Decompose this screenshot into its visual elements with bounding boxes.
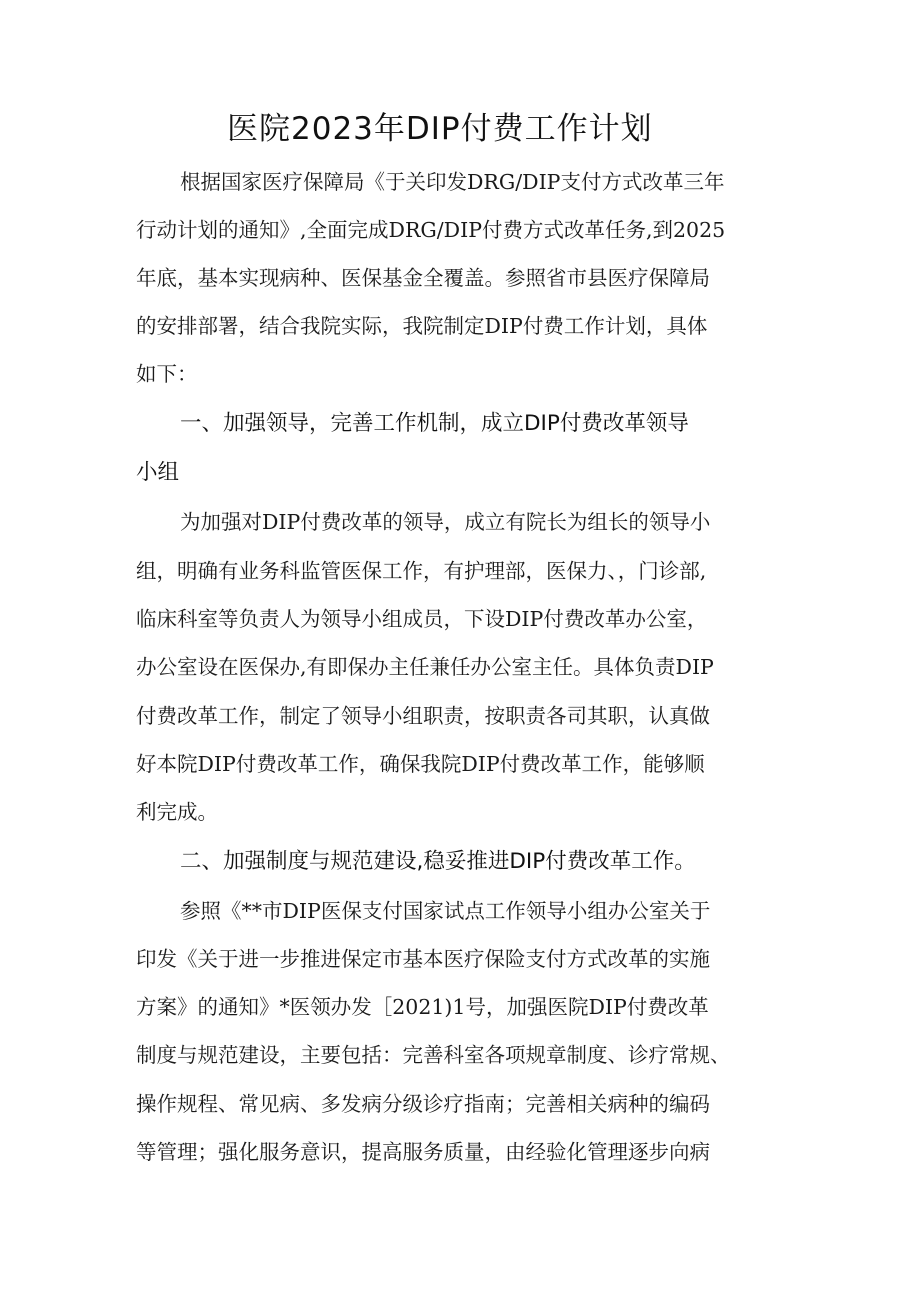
section2-heading-line-1: 二、加强制度与规范建设,稳妥推进DIP付费改革工作。 bbox=[180, 849, 696, 874]
intro-line-5: 如下： bbox=[136, 362, 198, 386]
section2-body-line-3: 方案》的通知》*医领办发［2021)1号，加强医院DIP付费改革 bbox=[136, 995, 709, 1019]
intro-line-2: 行动计划的通知》,全面完成DRG/DIP付费方式改革任务,到2025 bbox=[136, 218, 726, 242]
section2-body-line-4: 制度与规范建设，主要包括：完善科室各项规章制度、诊疗常规、 bbox=[136, 1043, 731, 1067]
page-title: 医院2023年DIP付费工作计划 bbox=[227, 111, 653, 147]
section2-body-line-1: 参照《**市DIP医保支付国家试点工作领导小组办公室关于 bbox=[180, 899, 711, 923]
section1-heading-line-2: 小组 bbox=[136, 460, 180, 485]
section1-body-line-3: 临床科室等负责人为领导小组成员，下设DIP付费改革办公室， bbox=[136, 607, 708, 631]
section2-body-line-2: 印发《关于进一步推进保定市基本医疗保险支付方式改革的实施 bbox=[136, 947, 710, 971]
intro-line-3: 年底，基本实现病种、医保基金全覆盖。参照省市县医疗保障局 bbox=[136, 266, 710, 290]
section1-body-line-6: 好本院DIP付费改革工作，确保我院DIP付费改革工作，能够顺 bbox=[136, 752, 705, 776]
section2-body-line-5: 操作规程、常见病、多发病分级诊疗指南；完善相关病种的编码 bbox=[136, 1092, 710, 1116]
intro-line-1: 根据国家医疗保障局《于关印发DRG/DIP支付方式改革三年 bbox=[180, 170, 725, 194]
section2-body-line-6: 等管理；强化服务意识，提高服务质量，由经验化管理逐步向病 bbox=[136, 1140, 710, 1164]
section1-body-line-2: 组，明确有业务科监管医保工作，有护理部，医保力、，门诊部, bbox=[136, 559, 707, 583]
section1-body-line-4: 办公室设在医保办,有即保办主任兼任办公室主任。具体负责DIP bbox=[136, 655, 714, 679]
section1-body-line-5: 付费改革工作，制定了领导小组职责，按职责各司其职，认真做 bbox=[136, 704, 710, 728]
section1-body-line-7: 利完成。 bbox=[136, 800, 218, 824]
section1-body-line-1: 为加强对DIP付费改革的领导，成立有院长为组长的领导小 bbox=[180, 510, 711, 534]
intro-line-4: 的安排部署，结合我院实际，我院制定DIP付费工作计划，具体 bbox=[136, 314, 708, 338]
section1-heading-line-1: 一、加强领导，完善工作机制，成立DIP付费改革领导 bbox=[180, 411, 689, 436]
